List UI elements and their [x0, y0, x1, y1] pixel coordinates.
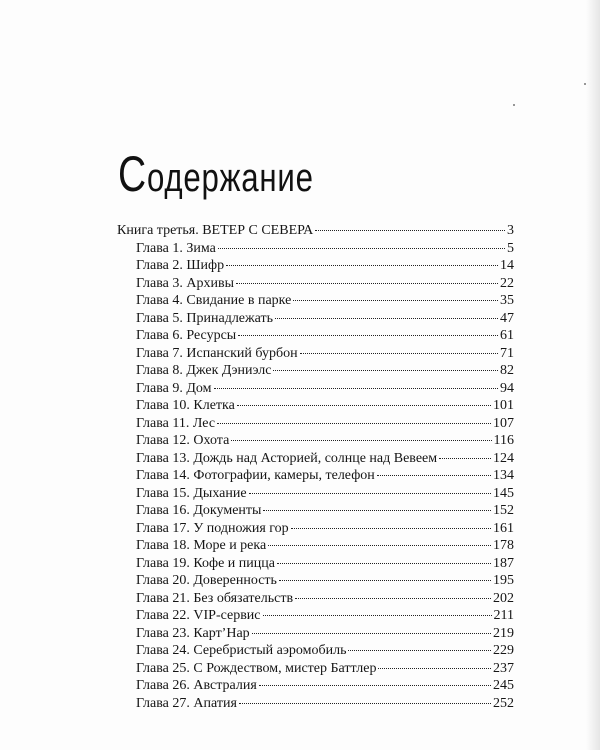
toc-chapter-entry [117, 257, 514, 275]
toc-dot-leader [378, 668, 491, 669]
toc-dot-leader [252, 633, 491, 634]
toc-page-number: 145 [493, 485, 514, 501]
toc-page-number: 152 [493, 503, 514, 518]
toc-entry-title: Глава 25. С Рождеством, мистер Баттлер [136, 660, 377, 676]
toc-chapter-entry [117, 415, 514, 433]
toc-chapter-entry [117, 607, 514, 625]
toc-chapter-entry [117, 275, 514, 293]
toc-chapter-entry [117, 397, 514, 415]
toc-dot-leader [231, 440, 491, 441]
toc-entry-title: Глава 3. Архивы [136, 275, 234, 291]
toc-entry-title: Глава 9. Дом [136, 380, 212, 396]
toc-page-number: 14 [500, 258, 514, 273]
toc-page-number: 211 [493, 608, 514, 623]
toc-dot-leader [217, 423, 491, 424]
toc-entry-title: Глава 7. Испанский бурбон [136, 345, 298, 361]
table-of-contents [117, 222, 514, 712]
toc-dot-leader [439, 458, 491, 459]
toc-dot-leader [249, 493, 491, 494]
toc-dot-leader [279, 580, 491, 581]
toc-chapter-entry [117, 677, 514, 695]
toc-page-number: 229 [493, 643, 514, 658]
scan-speck [513, 104, 515, 106]
toc-entry-title: Глава 10. Клетка [136, 398, 235, 413]
toc-entry-title: Глава 6. Ресурсы [136, 328, 237, 343]
title-rest: одержание [146, 156, 314, 200]
toc-entry-title: Глава 16. Документы [136, 503, 262, 518]
toc-book-entry [117, 222, 514, 240]
toc-chapter-entry [117, 642, 514, 660]
toc-dot-leader [277, 563, 491, 564]
toc-page-number: 82 [500, 363, 514, 378]
toc-page-number: 161 [493, 520, 514, 536]
toc-page-number: 219 [493, 625, 514, 641]
toc-entry-title: Книга третья. ВЕТЕР С СЕВЕРА [117, 223, 314, 238]
toc-chapter-entry [117, 590, 514, 608]
toc-dot-leader [237, 405, 491, 406]
toc-chapter-entry [117, 485, 514, 503]
page-edge-shadow [586, 0, 600, 750]
toc-entry-title: Глава 20. Доверенность [136, 573, 277, 588]
toc-page-number: 101 [493, 398, 514, 413]
toc-dot-leader [214, 388, 498, 389]
toc-page-number: 71 [500, 345, 514, 361]
toc-chapter-entry [117, 502, 514, 520]
toc-dot-leader [315, 230, 505, 231]
toc-page-number: 237 [493, 660, 514, 676]
toc-page-number: 252 [493, 695, 514, 711]
toc-dot-leader [263, 510, 491, 511]
toc-chapter-entry [117, 695, 514, 713]
toc-page-number: 94 [500, 380, 514, 396]
page-title [118, 146, 314, 202]
toc-page-number: 61 [500, 328, 514, 343]
toc-dot-leader [348, 650, 491, 651]
toc-page-number: 178 [493, 538, 514, 553]
toc-page-number: 47 [500, 310, 514, 326]
toc-chapter-entry [117, 467, 514, 485]
toc-entry-title: Глава 24. Серебристый аэромобиль [136, 643, 347, 658]
toc-chapter-entry [117, 380, 514, 398]
toc-entry-title: Глава 27. Апатия [136, 695, 237, 711]
toc-page-number: 35 [500, 293, 514, 308]
toc-entry-title: Глава 18. Море и река [136, 538, 267, 553]
toc-dot-leader [273, 370, 498, 371]
title-initial: С [118, 146, 147, 202]
toc-chapter-entry [117, 555, 514, 573]
toc-entry-title: Глава 19. Кофе и пицца [136, 555, 275, 571]
toc-chapter-entry [117, 537, 514, 555]
toc-dot-leader [218, 248, 505, 249]
toc-entry-title: Глава 21. Без обязательств [136, 590, 294, 606]
toc-dot-leader [238, 335, 498, 336]
toc-chapter-entry [117, 625, 514, 643]
toc-entry-title: Глава 4. Свидание в парке [136, 293, 292, 308]
toc-entry-title: Глава 15. Дыхание [136, 485, 247, 501]
toc-entry-title: Глава 8. Джек Дэниэлс [136, 363, 272, 378]
toc-chapter-entry [117, 292, 514, 310]
toc-entry-title: Глава 1. Зима [136, 240, 216, 256]
toc-entry-title: Глава 26. Австралия [136, 678, 257, 693]
toc-dot-leader [300, 353, 498, 354]
toc-page-number: 5 [507, 240, 514, 256]
toc-page-number: 134 [493, 468, 514, 483]
toc-chapter-entry [117, 327, 514, 345]
toc-dot-leader [236, 283, 498, 284]
toc-dot-leader [268, 545, 491, 546]
toc-dot-leader [377, 475, 491, 476]
toc-dot-leader [291, 528, 491, 529]
toc-chapter-entry [117, 450, 514, 468]
toc-dot-leader [259, 685, 491, 686]
toc-page-number: 202 [493, 590, 514, 606]
toc-chapter-entry [117, 572, 514, 590]
toc-chapter-entry [117, 432, 514, 450]
toc-page-number: 3 [507, 223, 514, 238]
toc-entry-title: Глава 2. Шифр [136, 258, 225, 273]
toc-chapter-entry [117, 240, 514, 258]
toc-entry-title: Глава 23. Карт’Нар [136, 625, 250, 641]
toc-chapter-entry [117, 660, 514, 678]
toc-entry-title: Глава 17. У подножия гор [136, 520, 289, 536]
toc-page-number: 22 [500, 275, 514, 291]
toc-dot-leader [239, 703, 491, 704]
toc-entry-title: Глава 11. Лес [136, 415, 216, 431]
toc-entry-title: Глава 13. Дождь над Асторией, солнце над Вевеем [136, 450, 438, 466]
toc-chapter-entry [117, 310, 514, 328]
toc-entry-title: Глава 12. Охота [136, 433, 230, 448]
toc-chapter-entry [117, 345, 514, 363]
toc-entry-title: Глава 5. Принадлежать [136, 310, 274, 326]
toc-page-number: 195 [493, 573, 514, 588]
toc-dot-leader [293, 300, 498, 301]
toc-dot-leader [275, 318, 498, 319]
scan-speck [584, 83, 586, 85]
toc-chapter-entry [117, 520, 514, 538]
toc-dot-leader [295, 598, 491, 599]
toc-page-number: 107 [493, 415, 514, 431]
toc-page-number: 245 [493, 678, 514, 693]
toc-page-number: 116 [493, 433, 514, 448]
toc-entry-title: Глава 22. VIP-сервис [136, 608, 261, 623]
toc-dot-leader [263, 615, 492, 616]
toc-dot-leader [226, 265, 498, 266]
toc-chapter-entry [117, 362, 514, 380]
toc-entry-title: Глава 14. Фотографии, камеры, телефон [136, 468, 375, 483]
toc-page-number: 124 [493, 450, 514, 466]
toc-page-number: 187 [493, 555, 514, 571]
